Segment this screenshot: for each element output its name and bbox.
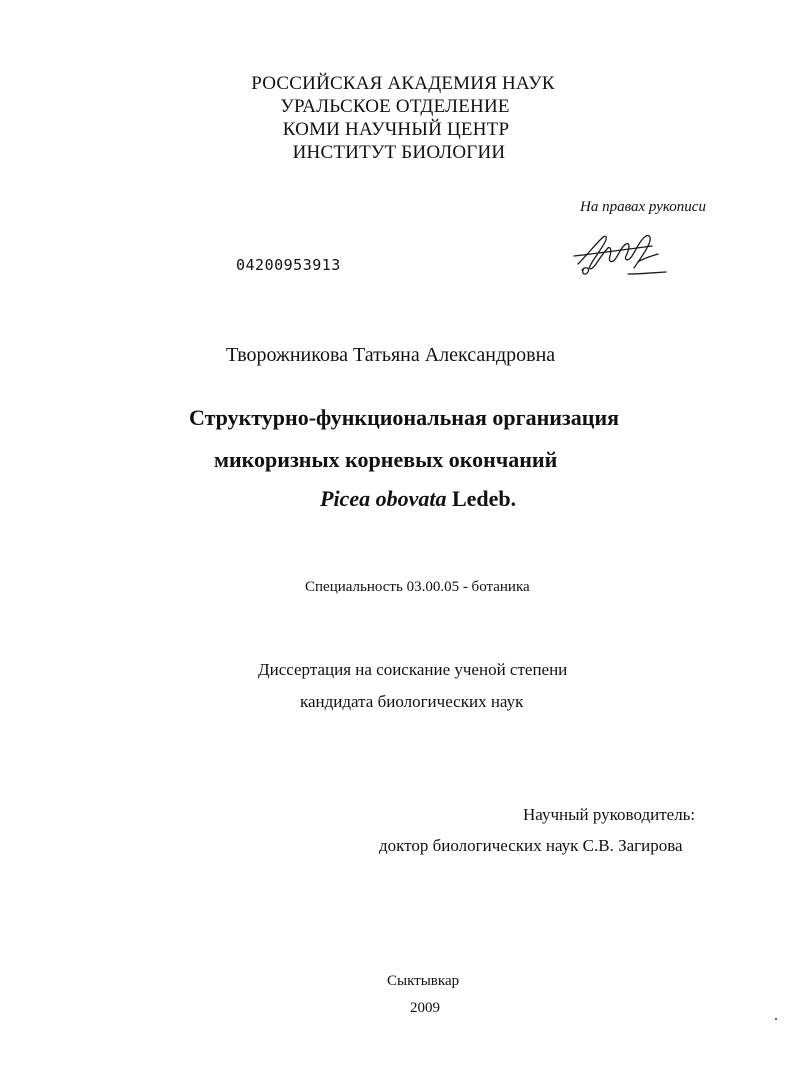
species-authority: Ledeb.	[451, 486, 517, 511]
author-name: Творожникова Татьяна Александровна	[226, 344, 556, 366]
title-line-1: Структурно-функциональная организация	[189, 405, 620, 430]
species-name: Picea obovata	[320, 486, 447, 511]
catalog-number: 04200953913	[236, 256, 341, 274]
header-line-institute: ИНСТИТУТ БИОЛОГИИ	[292, 142, 506, 163]
header-line-center: КОМИ НАУЧНЫЙ ЦЕНТР	[282, 119, 510, 140]
advisor-label: Научный руководитель:	[523, 805, 696, 824]
year: 2009	[410, 1000, 440, 1016]
scan-speck	[775, 1018, 777, 1020]
signature-icon	[572, 226, 668, 282]
header-line-academy: РОССИЙСКАЯ АКАДЕМИЯ НАУК	[251, 73, 555, 94]
manuscript-rights-note: На правах рукописи	[580, 199, 706, 215]
dissertation-line-1: Диссертация на соискание ученой степени	[258, 660, 568, 679]
specialty: Специальность 03.00.05 - ботаника	[305, 579, 530, 595]
title-line-2: микоризных корневых окончаний	[214, 447, 558, 472]
header-line-branch: УРАЛЬСКОЕ ОТДЕЛЕНИЕ	[280, 96, 510, 117]
advisor-name: доктор биологических наук С.В. Загирова	[379, 836, 683, 855]
title-line-species	[320, 486, 516, 512]
city: Сыктывкар	[387, 973, 460, 989]
institution-header	[0, 72, 794, 164]
dissertation-line-2: кандидата биологических наук	[300, 692, 524, 711]
